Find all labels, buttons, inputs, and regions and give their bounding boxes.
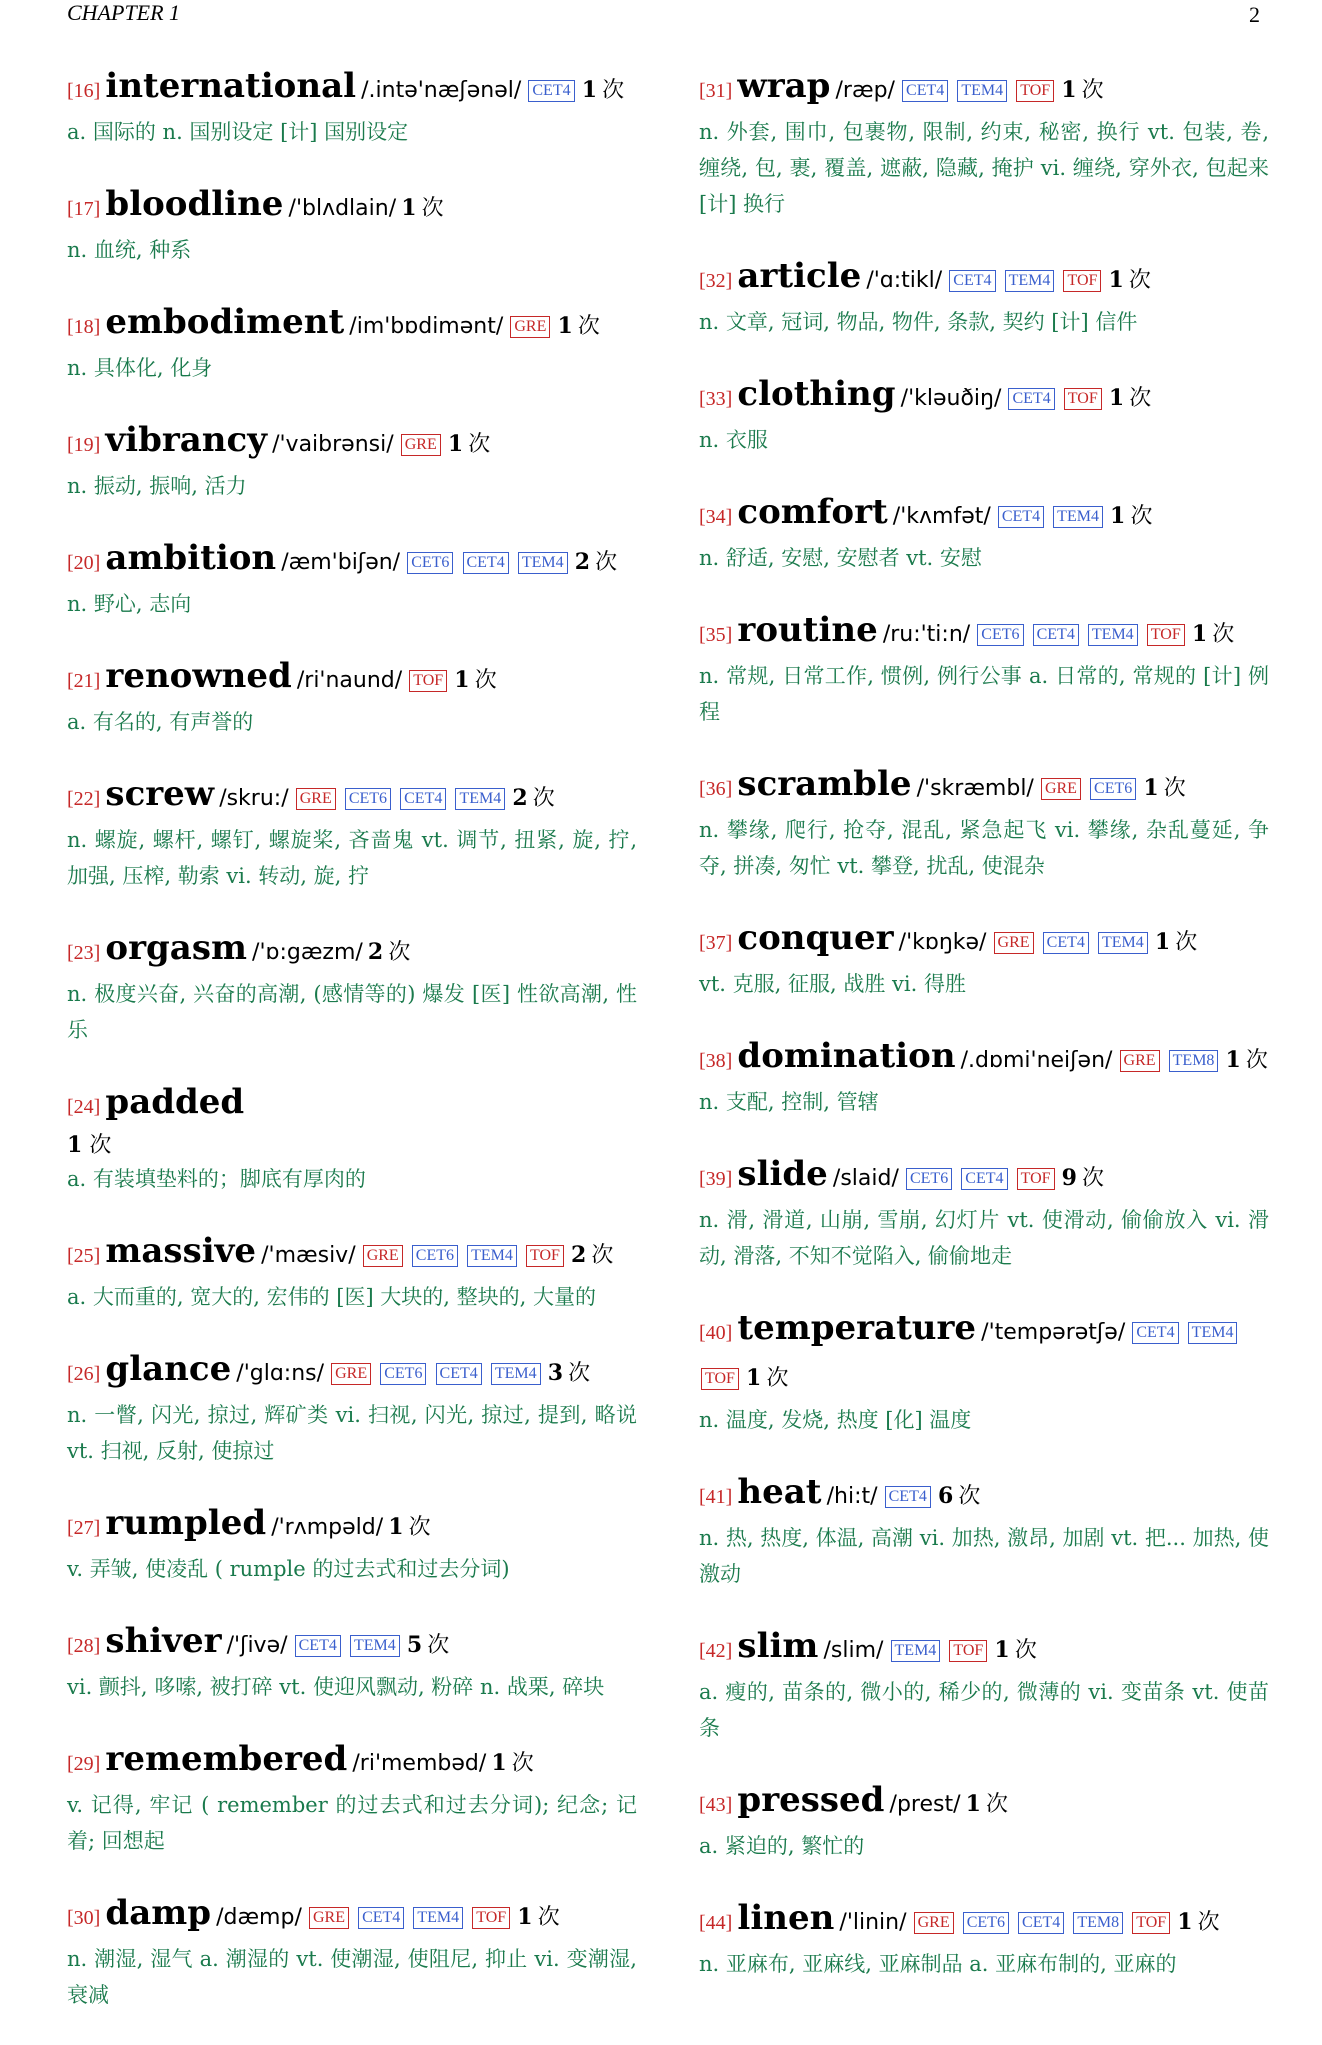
- phonetic: /.intə'næʃənəl/: [361, 78, 522, 103]
- entry-headword-line: [699, 1778, 1269, 1828]
- vocab-entry: [699, 1624, 1269, 1746]
- entry-index: [37]: [699, 932, 733, 954]
- exam-tag-badge: GRE: [914, 1912, 954, 1934]
- page-number: 2: [1249, 2, 1260, 27]
- entry-index: [17]: [67, 198, 101, 220]
- exam-tag-badge: TEM4: [413, 1907, 463, 1929]
- phonetic: /'glɑ:ns/: [236, 1361, 325, 1386]
- definition: n. 温度, 发烧, 热度 [化] 温度: [699, 1408, 972, 1432]
- entry-index: [25]: [67, 1245, 101, 1267]
- entry-headword-line: [699, 1896, 1269, 1946]
- occurrence-unit: 次: [1081, 78, 1104, 103]
- occurrence-unit: 次: [1128, 268, 1151, 293]
- headword: international: [105, 66, 357, 106]
- headword: rumpled: [105, 1503, 267, 1543]
- exam-tag-badge: TOF: [472, 1907, 510, 1929]
- exam-tag-badge: TEM4: [1053, 506, 1103, 528]
- headword: slim: [737, 1626, 819, 1666]
- occurrence-unit: 次: [1197, 1910, 1220, 1935]
- exam-tag-badge: CET6: [412, 1245, 458, 1267]
- entry-headword-line: [699, 1306, 1269, 1402]
- occurrence-unit: 次: [591, 1243, 614, 1268]
- occurrence-count: 5: [406, 1632, 423, 1658]
- vocab-entry: [67, 1619, 637, 1705]
- phonetic: /'skræmbl/: [916, 776, 1034, 801]
- exam-tag-badge: TEM8: [1073, 1912, 1123, 1934]
- headword: slide: [737, 1154, 828, 1194]
- entry-headword-line: [67, 1737, 637, 1787]
- exam-tag-badge: GRE: [296, 788, 336, 810]
- phonetic: /'vaibrənsi/: [272, 432, 394, 457]
- entry-index: [42]: [699, 1640, 733, 1662]
- headword: scramble: [737, 764, 912, 804]
- entry-index: [26]: [67, 1363, 101, 1385]
- entry-index: [16]: [67, 80, 101, 102]
- definition: n. 舒适, 安慰, 安慰者 vt. 安慰: [699, 546, 982, 570]
- exam-tag-badge: GRE: [1041, 778, 1081, 800]
- phonetic: /hi:t/: [826, 1484, 878, 1509]
- occurrence-unit: 次: [958, 1484, 981, 1509]
- exam-tag-badge: CET4: [463, 552, 509, 574]
- vocab-entry: [699, 762, 1269, 884]
- entry-headword-line: [67, 772, 637, 822]
- entry-index: [38]: [699, 1050, 733, 1072]
- entry-index: [22]: [67, 788, 101, 810]
- exam-tag-badge: CET6: [963, 1912, 1009, 1934]
- exam-tag-badge: TEM4: [891, 1640, 941, 1662]
- headword: massive: [105, 1231, 257, 1271]
- headword: linen: [737, 1898, 835, 1938]
- occurrence-count: 1: [1191, 621, 1208, 647]
- phonetic: /dæmp/: [216, 1905, 302, 1930]
- occurrence-unit: 次: [89, 1133, 112, 1158]
- exam-tag-badge: GRE: [1120, 1050, 1160, 1072]
- definition: n. 攀缘, 爬行, 抢夺, 混乱, 紧急起飞 vi. 攀缘, 杂乱蔓延, 争夺, 拼凑, 匆忙 vt. 攀登, 扰乱, 使混杂: [699, 818, 1269, 878]
- entry-headword-line: [699, 1624, 1269, 1674]
- definition: n. 具体化, 化身: [67, 356, 213, 380]
- entry-headword-line: [67, 300, 637, 350]
- occurrence-count: 1: [67, 1132, 83, 1158]
- exam-tag-badge: GRE: [510, 316, 550, 338]
- definition: n. 潮湿, 湿气 a. 潮湿的 vt. 使潮湿, 使阻尼, 抑止 vi. 变潮湿, 衰减: [67, 1947, 637, 2007]
- vocab-entry: [699, 490, 1269, 576]
- entry-index: [19]: [67, 434, 101, 456]
- entry-headword-line: [67, 1501, 637, 1551]
- headword: renowned: [105, 656, 292, 696]
- entry-index: [39]: [699, 1168, 733, 1190]
- headword: orgasm: [105, 928, 247, 968]
- occurrence-unit: 次: [388, 940, 411, 965]
- phonetic: /æm'biʃən/: [281, 550, 401, 575]
- phonetic: /im'bɒdimənt/: [349, 314, 504, 339]
- entry-headword-line: [67, 1891, 637, 1941]
- occurrence-count: 1: [994, 1637, 1010, 1663]
- definition: a. 紧迫的, 繁忙的: [699, 1834, 865, 1858]
- definition: vt. 克服, 征服, 战胜 vi. 得胜: [699, 972, 966, 996]
- phonetic: /.dɒmi'neiʃən/: [960, 1048, 1113, 1073]
- exam-tag-badge: TEM4: [491, 1363, 541, 1385]
- headword: domination: [737, 1036, 956, 1076]
- phonetic: /'blʌdlain/: [288, 196, 397, 221]
- entry-index: [20]: [67, 552, 101, 574]
- exam-tag-badge: CET6: [977, 624, 1023, 646]
- definition: n. 野心, 志向: [67, 592, 192, 616]
- headword: article: [737, 256, 862, 296]
- phonetic: /'linin/: [839, 1910, 907, 1935]
- exam-tag-badge: CET4: [358, 1907, 404, 1929]
- definition: n. 常规, 日常工作, 惯例, 例行公事 a. 日常的, 常规的 [计] 例程: [699, 664, 1269, 724]
- entry-index: [30]: [67, 1907, 101, 1929]
- entry-index: [43]: [699, 1794, 733, 1816]
- exam-tag-badge: CET4: [436, 1363, 482, 1385]
- headword: heat: [737, 1472, 822, 1512]
- occurrence-count: 9: [1061, 1165, 1077, 1191]
- phonetic: /'rʌmpəld/: [271, 1515, 384, 1540]
- headword: glance: [105, 1349, 232, 1389]
- entry-headword-line: [67, 1347, 637, 1397]
- exam-tag-badge: CET4: [1033, 624, 1079, 646]
- occurrence-unit: 次: [1212, 622, 1235, 647]
- definition: vi. 颤抖, 哆嗦, 被打碎 vt. 使迎风飘动, 粉碎 n. 战栗, 碎块: [67, 1675, 605, 1699]
- exam-tag-badge: CET6: [345, 788, 391, 810]
- occurrence-unit: 次: [595, 550, 618, 575]
- exam-tag-badge: TOF: [1132, 1912, 1170, 1934]
- headword: temperature: [737, 1308, 977, 1348]
- occurrence-unit: 次: [468, 432, 491, 457]
- vocab-entry: [67, 1891, 637, 2013]
- occurrence-count: 1: [1061, 77, 1077, 103]
- exam-tag-badge: GRE: [309, 1907, 349, 1929]
- vocab-entry: [67, 1737, 637, 1859]
- exam-tag-badge: TOF: [1147, 624, 1185, 646]
- entry-headword-line: [67, 926, 637, 976]
- occurrence-unit: 次: [427, 1633, 450, 1658]
- exam-tag-badge: CET4: [1008, 388, 1054, 410]
- vocab-entry: [699, 1306, 1269, 1438]
- exam-tag-badge: CET4: [949, 270, 995, 292]
- exam-tag-badge: TEM4: [518, 552, 568, 574]
- occurrence-count: 1: [401, 195, 417, 221]
- vocab-entry: [67, 1229, 637, 1315]
- definition: n. 热, 热度, 体温, 高潮 vi. 加热, 激昂, 加剧 vt. 把... 加热, 使激动: [699, 1526, 1269, 1586]
- occurrence-count: 1: [1154, 929, 1171, 955]
- headword: damp: [105, 1893, 211, 1933]
- occurrence-unit: 次: [1245, 1048, 1268, 1073]
- exam-tag-badge: TEM4: [350, 1635, 400, 1657]
- occurrence-count: 1: [517, 1904, 533, 1930]
- exam-tag-badge: CET6: [407, 552, 453, 574]
- occurrence-count: 1: [1177, 1909, 1193, 1935]
- entry-headword-line: [699, 762, 1269, 812]
- vocab-entry: [67, 418, 637, 504]
- exam-tag-badge: TEM4: [1088, 624, 1138, 646]
- exam-tag-badge: TEM4: [957, 80, 1007, 102]
- entry-headword-line: [67, 1229, 637, 1279]
- vocab-entry: [699, 608, 1269, 730]
- headword: shiver: [105, 1621, 222, 1661]
- phonetic: /'ɒ:gæzm/: [252, 940, 363, 965]
- entry-headword-line: [699, 254, 1269, 304]
- exam-tag-badge: CET4: [902, 80, 948, 102]
- occurrence-unit: 次: [408, 1515, 431, 1540]
- phonetic: /'kɒŋkə/: [898, 930, 987, 955]
- entry-index: [21]: [67, 670, 101, 692]
- exam-tag-badge: CET4: [961, 1168, 1007, 1190]
- vocab-entry: [699, 1896, 1269, 1982]
- entry-index: [36]: [699, 778, 733, 800]
- vocab-entry: [699, 1034, 1269, 1120]
- vocab-entry: [699, 254, 1269, 340]
- left-column: [67, 64, 637, 2045]
- exam-tag-badge: TEM4: [455, 788, 505, 810]
- phonetic: /'ɑ:tikl/: [866, 268, 943, 293]
- phonetic: /'kləuðiŋ/: [900, 386, 1002, 411]
- entry-index: [33]: [699, 388, 733, 410]
- entry-headword-line: [699, 1470, 1269, 1520]
- occurrence-unit: 次: [766, 1366, 789, 1391]
- occurrence-unit: 次: [1082, 1166, 1105, 1191]
- vocab-entry: [67, 1501, 637, 1587]
- occurrence-count: 6: [937, 1483, 954, 1509]
- definition: n. 衣服: [699, 428, 768, 452]
- headword: screw: [105, 774, 215, 814]
- exam-tag-badge: CET6: [380, 1363, 426, 1385]
- definition: a. 有装填垫料的；脚底有厚肉的: [67, 1167, 366, 1191]
- exam-tag-badge: CET4: [528, 80, 574, 102]
- vocab-entry: [699, 372, 1269, 458]
- occurrence-unit: 次: [1163, 776, 1186, 801]
- phonetic: /prest/: [889, 1792, 961, 1817]
- occurrence-unit: 次: [532, 786, 555, 811]
- headword: remembered: [105, 1739, 348, 1779]
- phonetic: /ri'naund/: [296, 668, 403, 693]
- definition: v. 弄皱, 使凌乱 ( rumple 的过去式和过去分词): [67, 1557, 510, 1581]
- occurrence-count: 3: [547, 1360, 564, 1386]
- definition: a. 国际的 n. 国别设定 [计] 国别设定: [67, 120, 409, 144]
- occurrence-count: 2: [512, 785, 528, 811]
- vocab-entry: [699, 1470, 1269, 1592]
- occurrence-count: 1: [1110, 503, 1126, 529]
- definition: n. 血统, 种系: [67, 238, 192, 262]
- headword: ambition: [105, 538, 277, 578]
- entry-headword-line: [67, 418, 637, 468]
- exam-tag-badge: GRE: [363, 1245, 403, 1267]
- definition: n. 极度兴奋, 兴奋的高潮, (感情等的) 爆发 [医] 性欲高潮, 性乐: [67, 982, 637, 1042]
- phonetic: /'mæsiv/: [261, 1243, 356, 1268]
- entry-headword-line: [699, 916, 1269, 966]
- definition: n. 一瞥, 闪光, 掠过, 辉矿类 vi. 扫视, 闪光, 掠过, 提到, 略说 vt. 扫视, 反射, 使掠过: [67, 1403, 637, 1463]
- vocab-entry: [67, 300, 637, 386]
- vocab-entry: [67, 926, 637, 1048]
- vocab-entry: [67, 182, 637, 268]
- vocab-entry: [67, 1080, 637, 1197]
- exam-tag-badge: TOF: [1064, 388, 1102, 410]
- entry-headword-line: [699, 490, 1269, 540]
- headword: bloodline: [105, 184, 284, 224]
- definition: a. 大而重的, 宽大的, 宏伟的 [医] 大块的, 整块的, 大量的: [67, 1285, 597, 1309]
- phonetic: /ri'membəd/: [352, 1751, 487, 1776]
- headword: comfort: [737, 492, 888, 532]
- entry-index: [40]: [699, 1322, 733, 1344]
- exam-tag-badge: TOF: [1063, 270, 1101, 292]
- exam-tag-badge: TOF: [1016, 80, 1054, 102]
- occurrence-count: 1: [388, 1514, 404, 1540]
- occurrence-unit: 次: [474, 668, 497, 693]
- vocab-entry: [699, 64, 1269, 222]
- entry-headword-line: [67, 654, 637, 704]
- exam-tag-badge: TOF: [409, 670, 447, 692]
- entry-headword-line: [67, 182, 637, 232]
- entry-headword-line: [699, 1152, 1269, 1202]
- exam-tag-badge: GRE: [401, 434, 441, 456]
- occurrence-count: 1: [746, 1365, 762, 1391]
- entry-headword-line: [67, 536, 637, 586]
- headword: conquer: [737, 918, 894, 958]
- exam-tag-badge: CET4: [885, 1486, 931, 1508]
- exam-tag-badge: CET4: [1132, 1322, 1178, 1344]
- exam-tag-badge: CET4: [1018, 1912, 1064, 1934]
- occurrence-unit: 次: [1129, 386, 1152, 411]
- vocab-entry: [67, 1347, 637, 1469]
- vocab-entry: [67, 772, 637, 894]
- exam-tag-badge: TOF: [526, 1245, 564, 1267]
- entry-headword-line: [699, 64, 1269, 114]
- occurrence-unit: 次: [1175, 930, 1198, 955]
- entry-index: [18]: [67, 316, 101, 338]
- definition: n. 文章, 冠词, 物品, 物件, 条款, 契约 [计] 信件: [699, 310, 1138, 334]
- exam-tag-badge: CET4: [295, 1635, 341, 1657]
- right-column: [699, 64, 1269, 2014]
- occurrence-count: 1: [1108, 385, 1125, 411]
- definition: a. 有名的, 有声誉的: [67, 710, 254, 734]
- occurrence-count: 1: [454, 667, 470, 693]
- vocab-entry: [67, 64, 637, 150]
- occurrence-count: 1: [581, 77, 597, 103]
- entry-headword-line: [67, 1619, 637, 1669]
- exam-tag-badge: TEM4: [1005, 270, 1055, 292]
- exam-tag-badge: TOF: [949, 1640, 987, 1662]
- exam-tag-badge: TEM4: [1098, 932, 1148, 954]
- vocab-entry: [67, 654, 637, 740]
- definition: n. 外套, 围巾, 包裹物, 限制, 约束, 秘密, 换行 vt. 包装, 卷, 缠绕, 包, 裹, 覆盖, 遮蔽, 隐藏, 掩护 vi. 缠绕, 穿外衣, 包起来 [计] 换行: [699, 120, 1269, 216]
- occurrence-count: 1: [491, 1750, 507, 1776]
- exam-tag-badge: GRE: [994, 932, 1034, 954]
- chapter-header: CHAPTER 1: [67, 0, 181, 25]
- occurrence-unit: 次: [1130, 504, 1153, 529]
- definition: n. 亚麻布, 亚麻线, 亚麻制品 a. 亚麻布制的, 亚麻的: [699, 1952, 1177, 1976]
- entry-index: [24]: [67, 1096, 101, 1118]
- phonetic: /slaid/: [832, 1166, 899, 1191]
- entry-index: [29]: [67, 1753, 101, 1775]
- phonetic: /slim/: [823, 1638, 884, 1663]
- occurrence-count: 2: [571, 1242, 587, 1268]
- occurrence-count: 2: [367, 939, 384, 965]
- phonetic: /ræp/: [835, 78, 895, 103]
- exam-tag-badge: TEM8: [1169, 1050, 1219, 1072]
- exam-tag-badge: TOF: [701, 1368, 739, 1390]
- occurrence-unit: 次: [577, 314, 600, 339]
- definition: n. 螺旋, 螺杆, 螺钉, 螺旋桨, 吝啬鬼 vt. 调节, 扭紧, 旋, 拧, 加强, 压榨, 勒索 vi. 转动, 旋, 拧: [67, 828, 637, 888]
- entry-index: [32]: [699, 270, 733, 292]
- definition: a. 瘦的, 苗条的, 微小的, 稀少的, 微薄的 vi. 变苗条 vt. 使苗条: [699, 1680, 1269, 1740]
- entry-headword-line: [699, 1034, 1269, 1084]
- headword: embodiment: [105, 302, 345, 342]
- exam-tag-badge: CET4: [1043, 932, 1089, 954]
- phonetic: /'ʃivə/: [226, 1633, 288, 1658]
- phonetic: /'kʌmfət/: [892, 504, 991, 529]
- entry-headword-line: [699, 608, 1269, 658]
- entry-index: [31]: [699, 80, 733, 102]
- entry-index: [28]: [67, 1635, 101, 1657]
- occurrence-unit: 次: [537, 1905, 560, 1930]
- exam-tag-badge: TEM4: [467, 1245, 517, 1267]
- exam-tag-badge: TOF: [1017, 1168, 1055, 1190]
- entry-headword-line: [67, 64, 637, 114]
- occurrence-count: 1: [965, 1791, 981, 1817]
- occurrence-count: 1: [1225, 1047, 1241, 1073]
- headword: wrap: [737, 66, 831, 106]
- entry-index: [41]: [699, 1486, 733, 1508]
- phonetic: /skru:/: [219, 786, 289, 811]
- occurrence-unit: 次: [511, 1751, 534, 1776]
- definition: v. 记得, 牢记 ( remember 的过去式和过去分词); 纪念; 记着; 回想起: [67, 1793, 637, 1853]
- phonetic: /'tempərətʃə/: [981, 1320, 1126, 1345]
- entry-index: [44]: [699, 1912, 733, 1934]
- definition: n. 振动, 振响, 活力: [67, 474, 247, 498]
- occurrence-unit: 次: [568, 1361, 591, 1386]
- definition: n. 滑, 滑道, 山崩, 雪崩, 幻灯片 vt. 使滑动, 偷偷放入 vi. 滑动, 滑落, 不知不觉陷入, 偷偷地走: [699, 1208, 1269, 1268]
- entry-index: [27]: [67, 1517, 101, 1539]
- occurrence-unit: 次: [421, 196, 444, 221]
- exam-tag-badge: TEM4: [1188, 1322, 1238, 1344]
- entry-index: [35]: [699, 624, 733, 646]
- headword: clothing: [737, 374, 896, 414]
- vocab-entry: [699, 1152, 1269, 1274]
- definition: n. 支配, 控制, 管辖: [699, 1090, 879, 1114]
- count-line: [67, 1130, 637, 1161]
- exam-tag-badge: CET6: [1090, 778, 1136, 800]
- headword: vibrancy: [105, 420, 267, 460]
- vocab-entry: [699, 1778, 1269, 1864]
- occurrence-count: 2: [574, 549, 590, 575]
- exam-tag-badge: GRE: [331, 1363, 371, 1385]
- occurrence-count: 1: [1143, 775, 1159, 801]
- vocab-entry: [699, 916, 1269, 1002]
- entry-index: [23]: [67, 942, 101, 964]
- phonetic: /ru:'ti:n/: [882, 622, 971, 647]
- vocab-entry: [67, 536, 637, 622]
- occurrence-unit: 次: [602, 78, 625, 103]
- entry-index: [34]: [699, 506, 733, 528]
- exam-tag-badge: CET6: [906, 1168, 952, 1190]
- exam-tag-badge: CET4: [400, 788, 446, 810]
- entry-headword-line: [699, 372, 1269, 422]
- occurrence-count: 1: [557, 313, 573, 339]
- occurrence-unit: 次: [1014, 1638, 1037, 1663]
- headword: pressed: [737, 1780, 885, 1820]
- occurrence-count: 1: [1108, 267, 1124, 293]
- headword: padded: [105, 1082, 245, 1122]
- exam-tag-badge: CET4: [998, 506, 1044, 528]
- headword: routine: [737, 610, 878, 650]
- occurrence-count: 1: [447, 431, 464, 457]
- entry-headword-line: [67, 1080, 637, 1130]
- occurrence-unit: 次: [986, 1792, 1009, 1817]
